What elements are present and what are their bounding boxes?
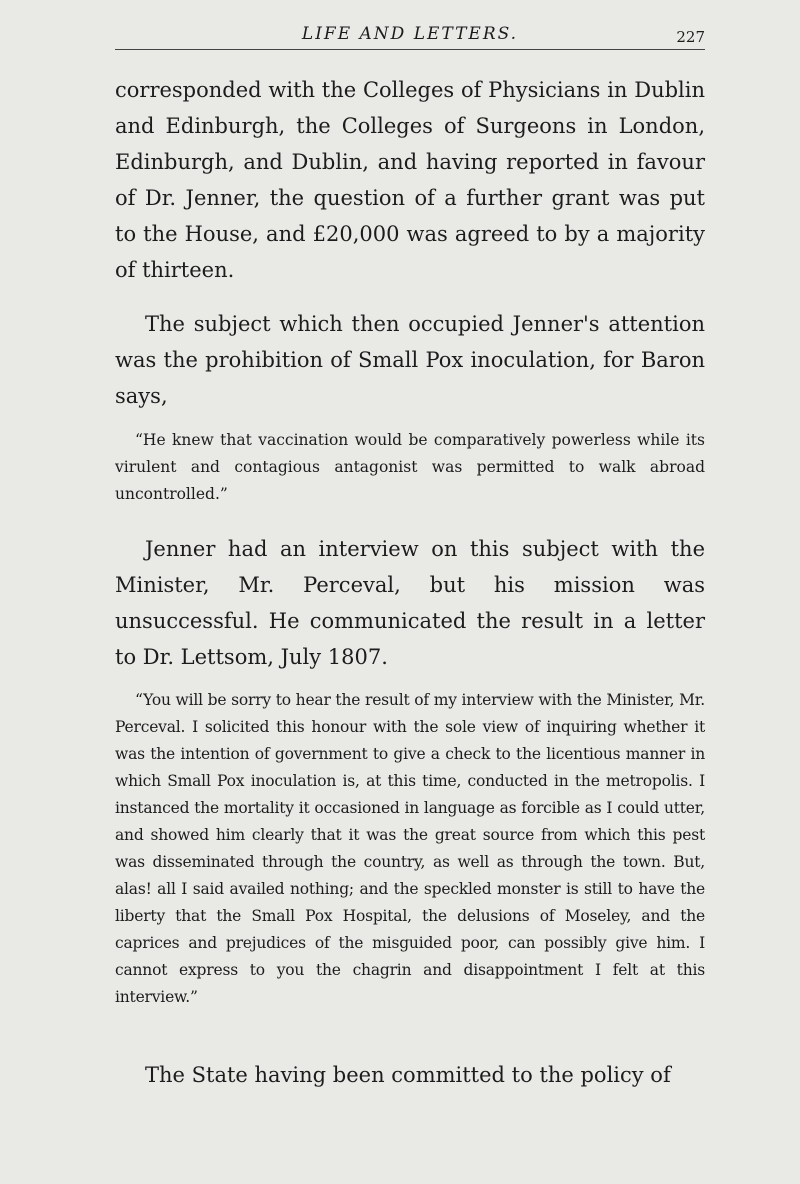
quote-letter-lettsom: “You will be sorry to hear the result of my interview with the Minister, Mr. Perceval. I solicited this honour with the sole view of inquiring whether it was the intention of government to give a check to the licentious manner in which Small Pox inoculation is, at this time, conducted in the metropolis. I instanced the mortality it occasioned in language as forcible as I could utter, and showed him clearly that it was the great source from which this pest was disseminated through the country, as well as through the town. But, alas! all I said availed nothing; and the speckled monster is still to have the liberty that the Small Pox Hospital, the delusions of Moseley, and the caprices and prejudices of the misguided poor, can possibly give him. I cannot express to you the chagrin and disappointment I felt at this interview.” bbox=[115, 691, 705, 1006]
paragraph-grant: corresponded with the Colleges of Physicians in Dublin and Edinburgh, the Colleges of Surgeons in London, Edinburgh, and Dublin, and having reported in favour of Dr. Jenner, the question of a further grant was put to the House, and £20,000 was agreed to by a majority of thirteen. bbox=[115, 78, 705, 282]
quote-baron: “He knew that vaccination would be comparatively powerless while its virulent and contagious antagonist was permitted to walk abroad uncontrolled.” bbox=[115, 431, 705, 503]
paragraph-state-policy: The State having been committed to the policy of bbox=[145, 1063, 671, 1087]
running-title: LIFE AND LETTERS. bbox=[301, 24, 519, 44]
page-header bbox=[115, 24, 705, 48]
paragraph-interview: Jenner had an interview on this subject with the Minister, Mr. Perceval, but his mission was unsuccessful. He communicated the result in a letter to Dr. Lettsom, July 1807. bbox=[115, 537, 705, 669]
paragraph-prohibition: The subject which then occupied Jenner's attention was the prohibition of Small Pox inoculation, for Baron says, bbox=[115, 312, 705, 408]
header-rule bbox=[115, 49, 705, 50]
page-number: 227 bbox=[676, 28, 705, 46]
